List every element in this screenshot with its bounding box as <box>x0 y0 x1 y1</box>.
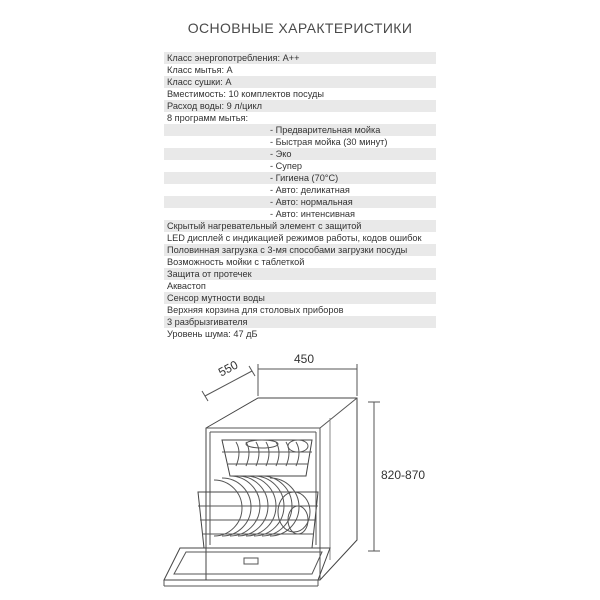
spec-row: Вместимость: 10 комплектов посуды <box>167 89 324 99</box>
spec-row: Аквастоп <box>167 281 206 291</box>
spec-row: Верхняя корзина для столовых приборов <box>167 305 344 315</box>
spec-row: Класс сушки: A <box>164 76 436 88</box>
spec-row: Защита от протечек <box>164 268 436 280</box>
spec-row-program: - Предварительная мойка <box>164 124 436 136</box>
spec-row-program: - Супер <box>270 161 303 171</box>
spec-row-program: - Эко <box>164 148 436 160</box>
height-label: 820-870 <box>381 468 426 482</box>
spec-row: LED дисплей с индикацией режимов работы, кодов ошибок <box>167 233 422 243</box>
spec-row-program: - Авто: интенсивная <box>270 209 355 219</box>
spec-row-program: - Авто: нормальная <box>164 196 436 208</box>
spec-row: 3 разбрызгивателя <box>164 316 436 328</box>
page-title: ОСНОВНЫЕ ХАРАКТЕРИСТИКИ <box>187 20 413 36</box>
spec-row-program: - Гигиена (70°C) <box>164 172 436 184</box>
spec-row-program: - Быстрая мойка (30 минут) <box>270 137 388 147</box>
spec-row: Скрытый нагревательный элемент с защитой <box>164 220 436 232</box>
spec-row: Сенсор мутности воды <box>164 292 436 304</box>
spec-row-program: - Авто: деликатная <box>270 185 350 195</box>
depth-label: 550 <box>216 357 241 380</box>
spec-row: 8 программ мытья: <box>167 113 249 123</box>
spec-row: Класс энергопотребления: A++ <box>164 52 436 64</box>
spec-row: Уровень шума: 47 дБ <box>167 329 258 339</box>
spec-row: Половинная загрузка с 3-мя способами загрузки посуды <box>164 244 436 256</box>
spec-row: Возможность мойки с таблеткой <box>167 257 305 267</box>
width-label: 450 <box>294 352 315 366</box>
spec-row: Расход воды: 9 л/цикл <box>164 100 436 112</box>
spec-row: Класс мытья: A <box>167 65 233 75</box>
